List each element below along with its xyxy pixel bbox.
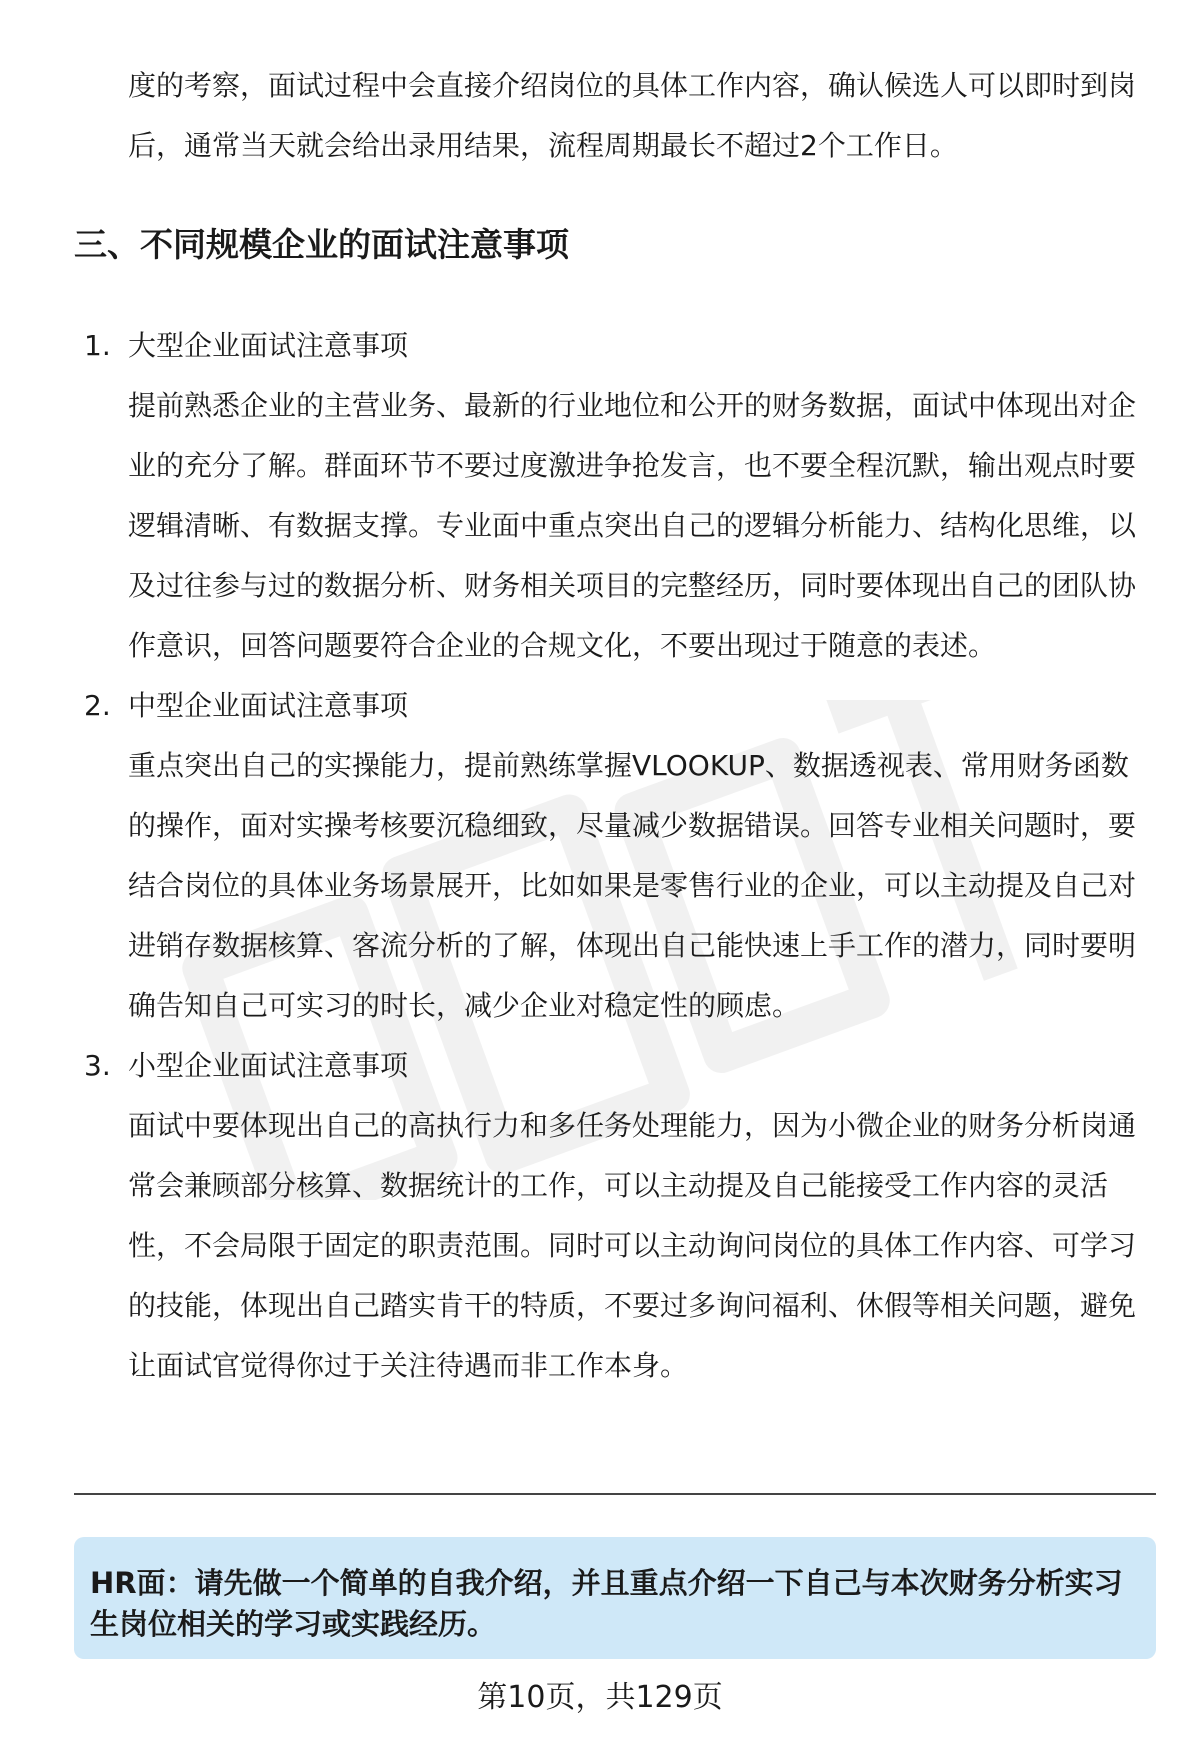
list-item-heading	[84, 1036, 1144, 1096]
list-item	[84, 676, 1144, 1036]
list-item-title: 小型企业面试注意事项	[128, 1049, 409, 1082]
list-item-title: 中型企业面试注意事项	[128, 689, 409, 722]
section-divider	[74, 1493, 1156, 1495]
list-item-body: 提前熟悉企业的主营业务、最新的行业地位和公开的财务数据，面试中体现出对企业的充分了解。群面环节不要过度激进争抢发言，也不要全程沉默，输出观点时要逻辑清晰、有数据支撑。专业面中重点突出自己的逻辑分析能力、结构化思维，以及过往参与过的数据分析、财务相关项目的完整经历，同时要体现出自己的团队协作意识，回答问题要符合企业的合规文化，不要出现过于随意的表述。	[128, 389, 1137, 662]
interview-question-box	[74, 1537, 1156, 1659]
list-item-heading	[84, 676, 1144, 736]
list-item-body: 重点突出自己的实操能力，提前熟练掌握VLOOKUP、数据透视表、常用财务函数的操作，面对实操考核要沉稳细致，尽量减少数据错误。回答专业相关问题时，要结合岗位的具体业务场景展开，比如如果是零售行业的企业，可以主动提及自己对进销存数据核算、客流分析的了解，体现出自己能快速上手工作的潜力，同时要明确告知自己可实习的时长，减少企业对稳定性的顾虑。	[128, 749, 1137, 1022]
list-item	[84, 316, 1144, 676]
list-item-number: 3.	[84, 1049, 111, 1082]
interview-question-text: HR面：请先做一个简单的自我介绍，并且重点介绍一下自己与本次财务分析实习生岗位相关的学习或实践经历。	[90, 1566, 1123, 1641]
list-item-number: 2.	[84, 689, 111, 722]
list-item-title: 大型企业面试注意事项	[128, 329, 409, 362]
tips-list	[84, 316, 1144, 1396]
section-heading: 三、不同规模企业的面试注意事项	[74, 225, 569, 264]
page-number: 第10页，共129页	[477, 1680, 723, 1715]
list-item-number: 1.	[84, 329, 111, 362]
list-item-heading	[84, 316, 1144, 376]
list-item-body: 面试中要体现出自己的高执行力和多任务处理能力，因为小微企业的财务分析岗通常会兼顾部分核算、数据统计的工作，可以主动提及自己能接受工作内容的灵活性，不会局限于固定的职责范围。同时可以主动询问岗位的具体工作内容、可学习的技能，体现出自己踏实肯干的特质，不要过多询问福利、休假等相关问题，避免让面试官觉得你过于关注待遇而非工作本身。	[128, 1109, 1137, 1382]
intro-paragraph: 度的考察，面试过程中会直接介绍岗位的具体工作内容，确认候选人可以即时到岗后，通常当天就会给出录用结果，流程周期最长不超过2个工作日。	[128, 69, 1137, 162]
list-item	[84, 1036, 1144, 1396]
